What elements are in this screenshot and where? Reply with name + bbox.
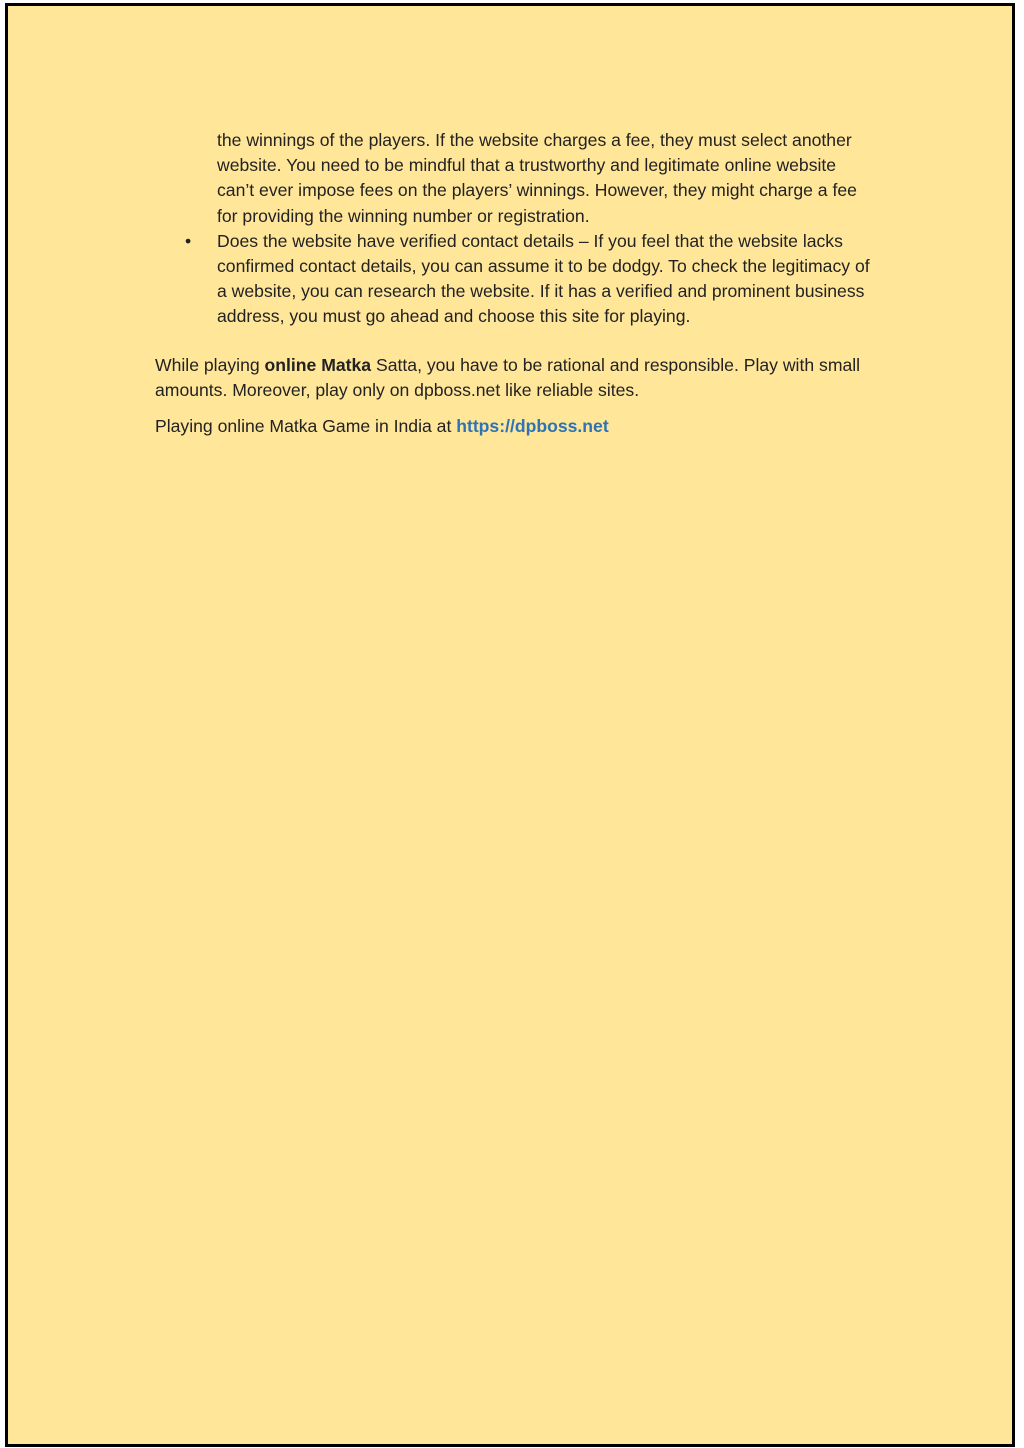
dpboss-link[interactable]: https://dpboss.net bbox=[456, 416, 609, 437]
list-item-text: Does the website have verified contact details – If you feel that the website lacks confirmed contact details, you can assume it to be dodgy. To check the legitimacy of a website, you can research the website. If it has a verified and prominent business address, you must go ahead and choose this site for playing. bbox=[217, 230, 870, 327]
paragraph-text: Satta, you have to be rational and responsible. Play with small amounts. Moreover, play only on dpboss.net like reliable sites. bbox=[155, 354, 861, 400]
paragraph-text: Playing online Matka Game in India at bbox=[155, 416, 457, 437]
bullet-icon: • bbox=[185, 230, 192, 251]
paragraph-play-responsibly bbox=[155, 353, 875, 403]
paragraph-site-link bbox=[155, 414, 875, 439]
list-item-contact-details bbox=[185, 229, 875, 330]
document-content bbox=[155, 128, 875, 439]
bullet-list bbox=[155, 128, 875, 330]
list-item-text: the winnings of the players. If the website charges a fee, they must select another website. You need to be mindful that a trustworthy and legitimate online website can’t ever impose fees on the players’ winnings. However, they might charge a fee for providing the winning number or registration. bbox=[217, 130, 857, 226]
document-page bbox=[5, 3, 1015, 1447]
bold-keyword: online Matka bbox=[264, 354, 372, 375]
paragraph-text: While playing bbox=[155, 354, 265, 375]
list-item-continuation bbox=[217, 128, 875, 229]
